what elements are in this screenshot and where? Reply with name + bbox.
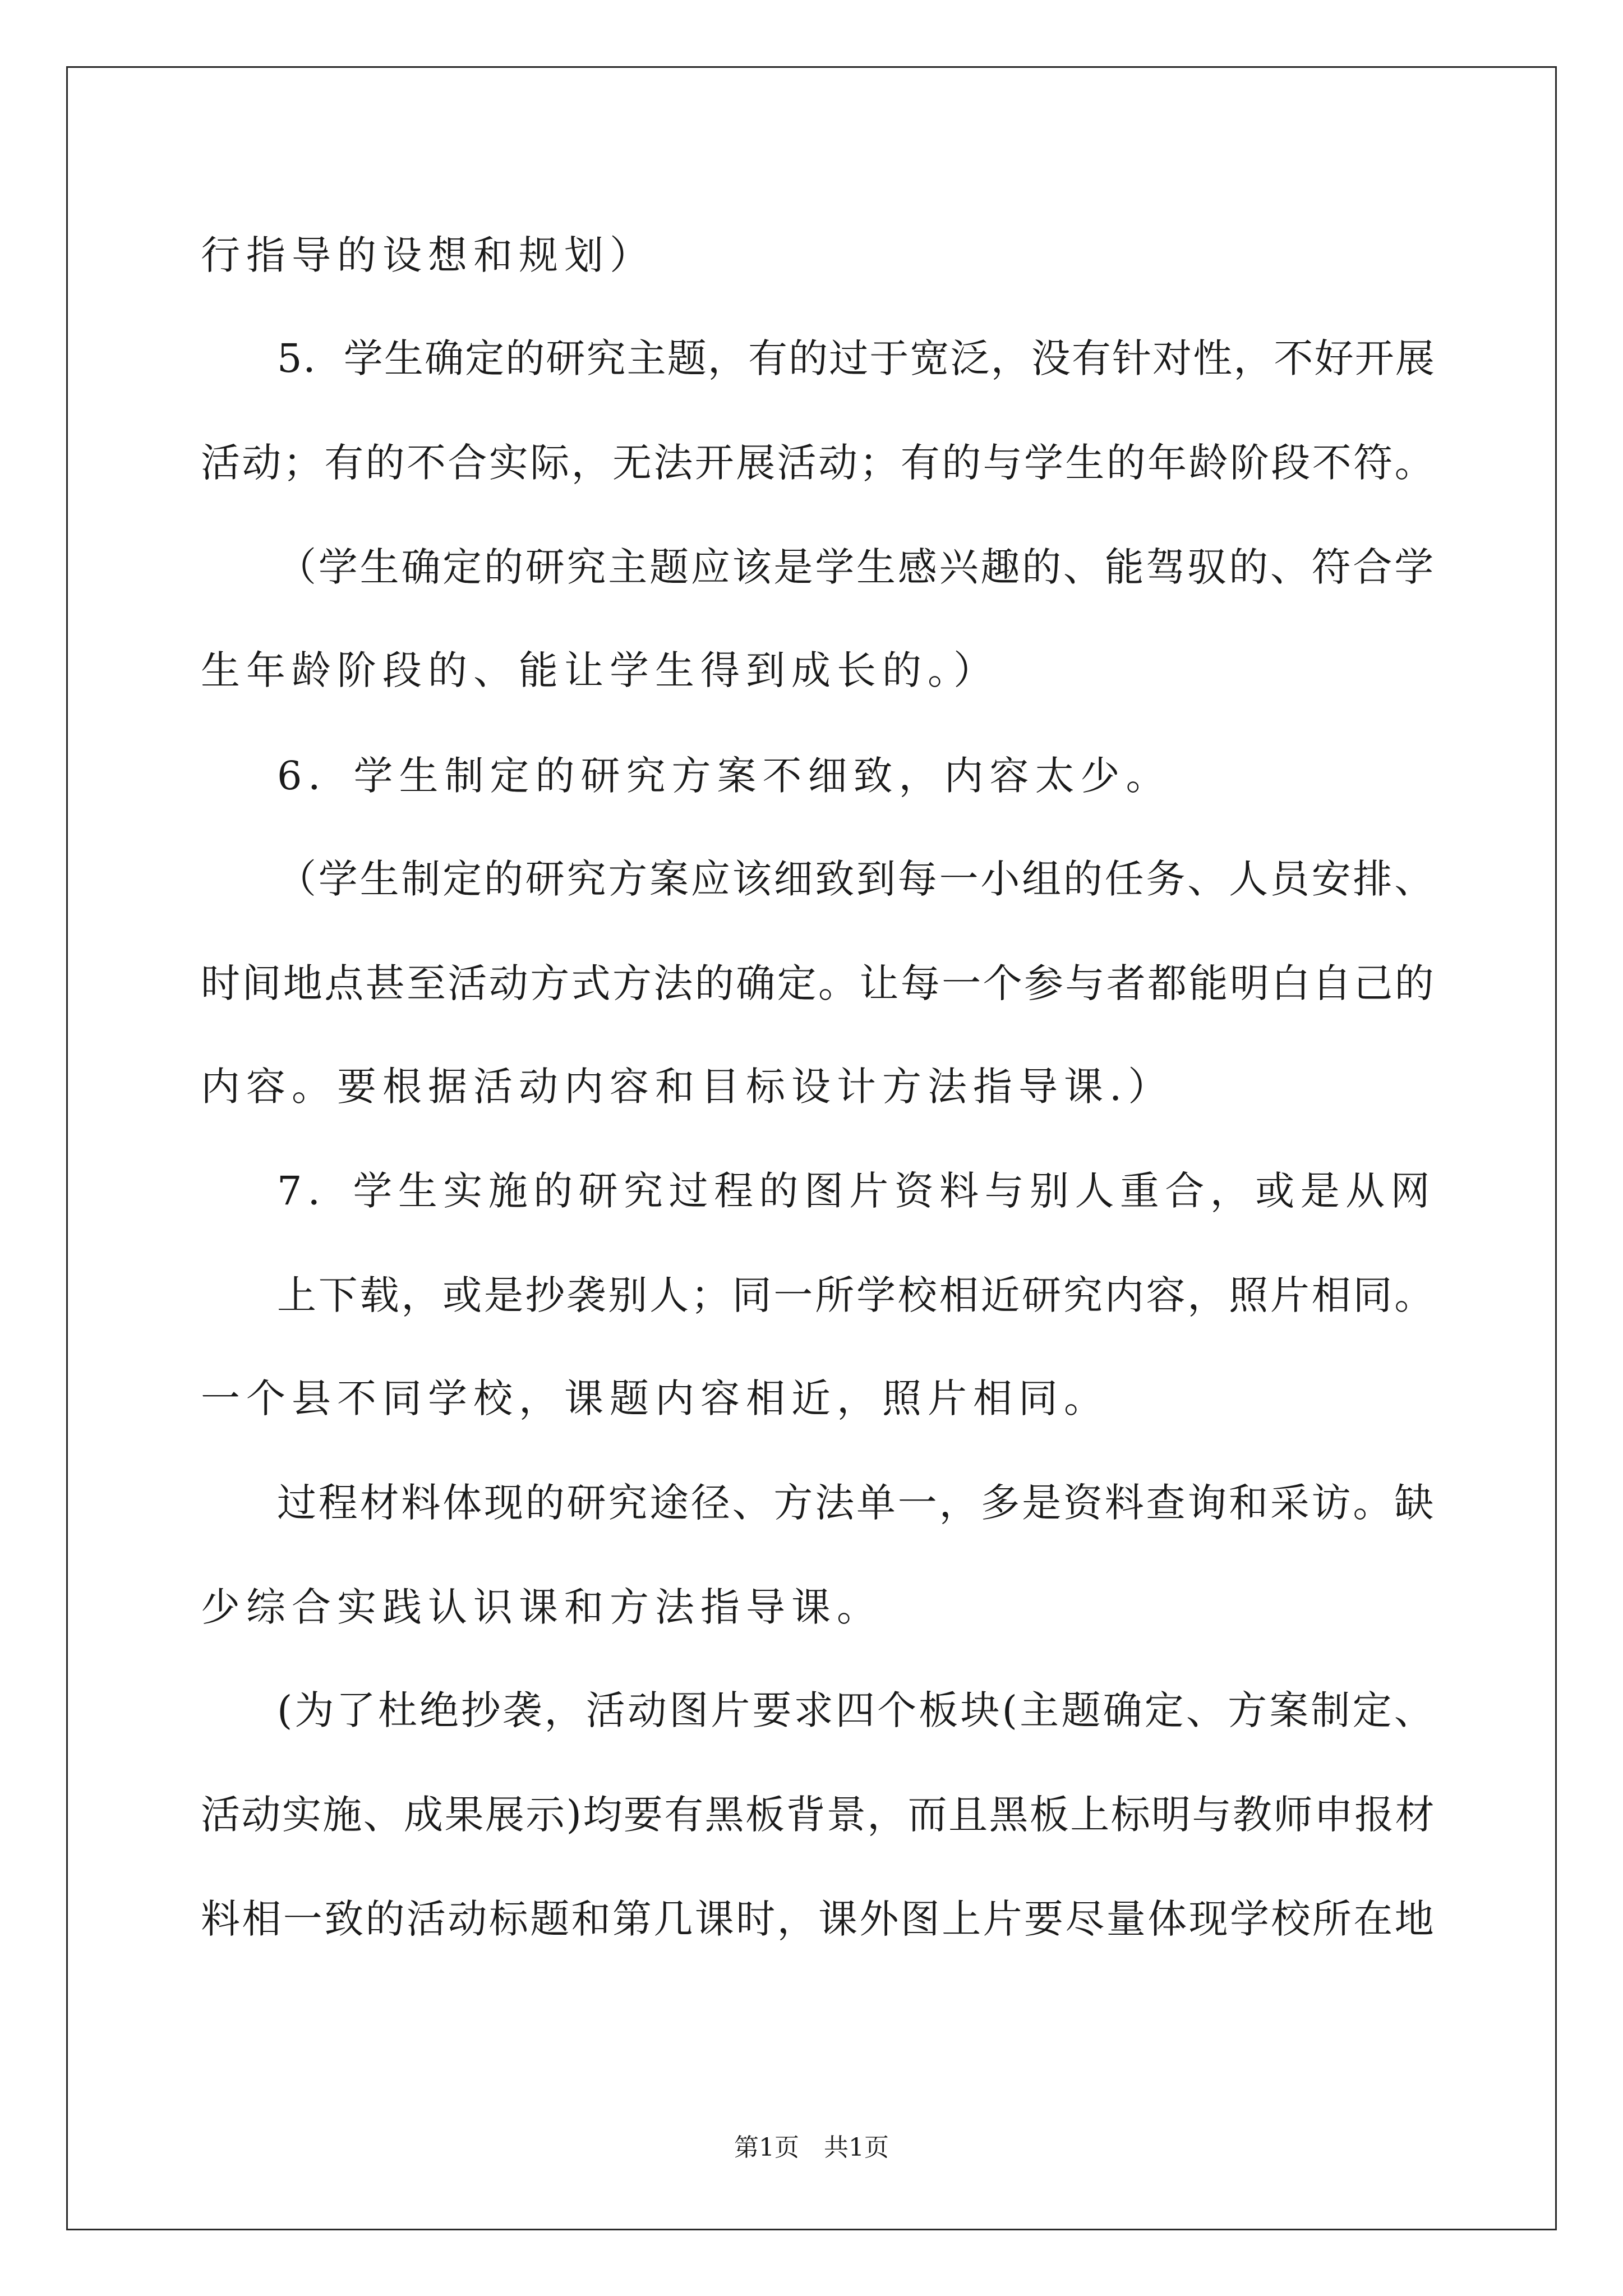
text-line-15: (为了杜绝抄袭，活动图片要求四个板块(主题确定、方案制定、 bbox=[277, 1687, 1436, 1733]
text-line-1: 行指导的设想和规划） bbox=[201, 232, 655, 278]
page-number: 第1页 bbox=[734, 2133, 799, 2162]
text-line-14: 少综合实践认识课和方法指导课。 bbox=[201, 1584, 882, 1630]
text-line-4: （学生确定的研究主题应该是学生感兴趣的、能驾驭的、符合学 bbox=[277, 544, 1436, 590]
text-line-13: 过程材料体现的研究途径、方法单一，多是资料查询和采访。缺 bbox=[277, 1480, 1436, 1526]
text-line-2: 5．学生确定的研究主题，有的过于宽泛，没有针对性，不好开展 bbox=[277, 335, 1436, 381]
text-line-3: 活动；有的不合实际，无法开展活动；有的与学生的年龄阶段不符。 bbox=[201, 440, 1436, 486]
text-line-11: 上下载，或是抄袭别人；同一所学校相近研究内容，照片相同。 bbox=[277, 1272, 1436, 1318]
text-line-6: 6．学生制定的研究方案不细致，内容太少。 bbox=[277, 753, 1172, 799]
page-footer bbox=[0, 2133, 1623, 2162]
text-line-16: 活动实施、成果展示)均要有黑板背景，而且黑板上标明与教师申报材 bbox=[201, 1792, 1436, 1838]
text-line-9: 内容。要根据活动内容和目标设计方法指导课.） bbox=[201, 1064, 1174, 1110]
text-line-8: 时间地点甚至活动方式方法的确定。让每一个参与者都能明白自己的 bbox=[201, 960, 1436, 1006]
text-line-17: 料相一致的活动标题和第几课时，课外图上片要尽量体现学校所在地 bbox=[201, 1896, 1436, 1942]
page-total: 共1页 bbox=[824, 2133, 889, 2162]
text-line-5: 生年龄阶段的、能让学生得到成长的。） bbox=[201, 647, 999, 693]
text-line-10: 7．学生实施的研究过程的图片资料与别人重合，或是从网 bbox=[277, 1168, 1436, 1214]
text-line-12: 一个县不同学校，课题内容相近，照片相同。 bbox=[201, 1375, 1109, 1421]
text-line-7: （学生制定的研究方案应该细致到每一小组的任务、人员安排、 bbox=[277, 856, 1436, 902]
